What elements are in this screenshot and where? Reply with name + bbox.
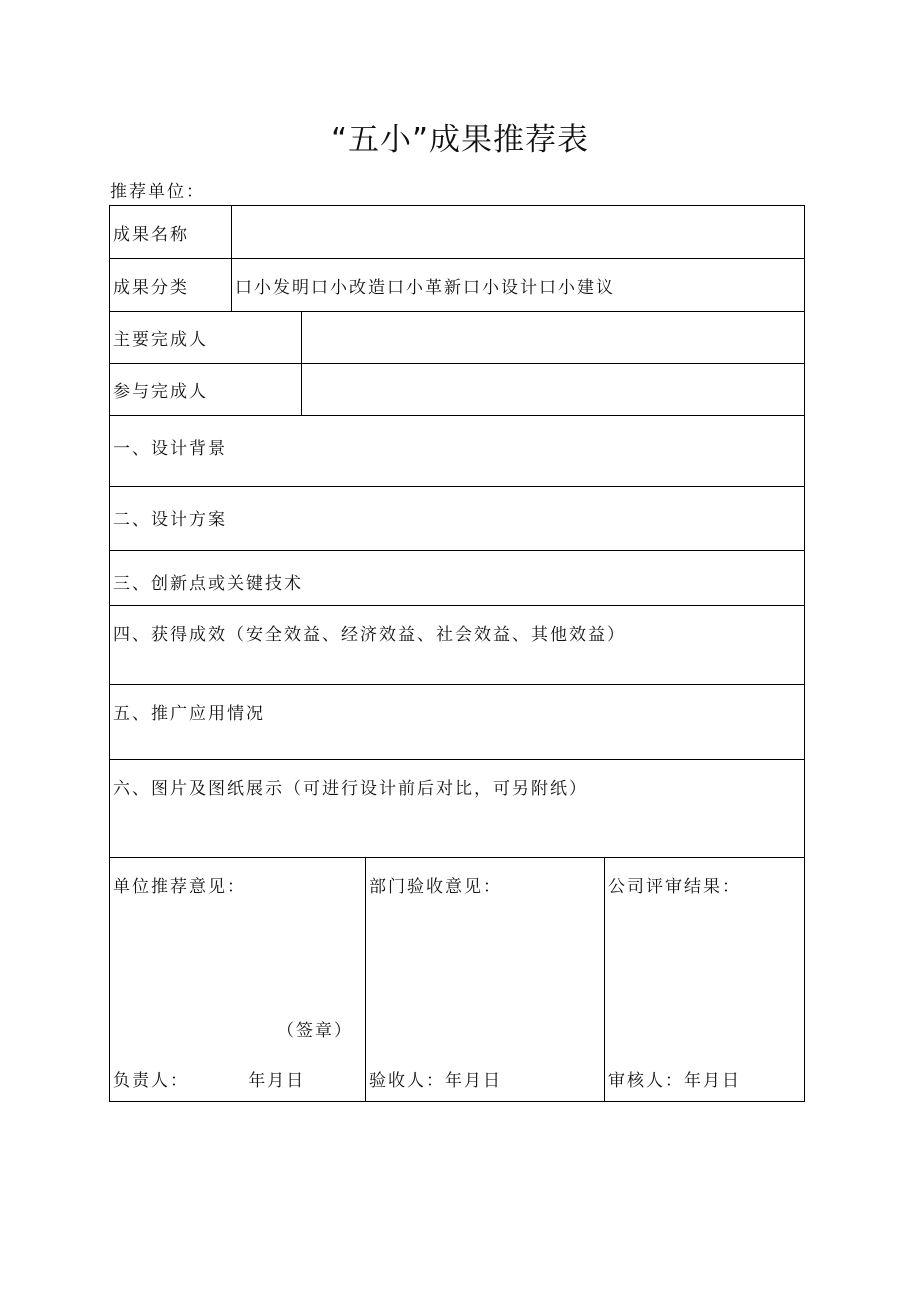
section-row bbox=[110, 606, 804, 685]
category-row bbox=[110, 259, 804, 312]
section-design-background[interactable]: 一、设计背景 bbox=[113, 439, 227, 459]
page-title: “五小”成果推荐表 bbox=[330, 122, 590, 158]
section-results[interactable]: 四、获得成效（安全效益、经济效益、社会效益、其他效益） bbox=[113, 625, 626, 645]
company-review-title: 公司评审结果： bbox=[608, 877, 741, 897]
achievement-name-label: 成果名称 bbox=[113, 224, 189, 245]
main-person-field[interactable] bbox=[301, 312, 804, 363]
dept-opinion-cell[interactable] bbox=[365, 858, 604, 1101]
achievement-name-field[interactable] bbox=[231, 206, 804, 258]
section-design-plan[interactable]: 二、设计方案 bbox=[113, 510, 227, 530]
section-promotion[interactable]: 五、推广应用情况 bbox=[113, 704, 265, 724]
unit-opinion-title: 单位推荐意见： bbox=[113, 877, 246, 897]
main-person-row bbox=[110, 312, 804, 364]
recommendation-form bbox=[109, 205, 805, 1102]
main-person-label: 主要完成人 bbox=[113, 330, 208, 350]
participant-label: 参与完成人 bbox=[113, 382, 208, 402]
dept-acceptor-label: 验收人：年月日 bbox=[369, 1071, 502, 1091]
participant-field[interactable] bbox=[301, 364, 804, 415]
category-label: 成果分类 bbox=[113, 277, 189, 298]
company-reviewer-label: 审核人：年月日 bbox=[608, 1071, 741, 1091]
unit-opinion-cell[interactable] bbox=[110, 858, 365, 1101]
unit-responsible-label: 负责人： 年月日 bbox=[113, 1071, 306, 1091]
achievement-name-row bbox=[110, 206, 804, 259]
section-row bbox=[110, 487, 804, 551]
section-row bbox=[110, 760, 804, 858]
unit-stamp-label: （签章） bbox=[277, 1021, 353, 1041]
section-row bbox=[110, 416, 804, 487]
category-options[interactable]: 口小发明口小改造口小革新口小设计口小建议 bbox=[231, 259, 804, 311]
section-row bbox=[110, 551, 804, 606]
recommending-unit-label: 推荐单位： bbox=[110, 182, 205, 202]
section-pictures[interactable]: 六、图片及图纸展示（可进行设计前后对比，可另附纸） bbox=[113, 779, 588, 799]
participant-row bbox=[110, 364, 804, 416]
section-innovation[interactable]: 三、创新点或关键技术 bbox=[113, 574, 303, 594]
dept-opinion-title: 部门验收意见： bbox=[369, 877, 502, 897]
signature-row bbox=[110, 858, 804, 1101]
company-review-cell[interactable] bbox=[604, 858, 804, 1101]
section-row bbox=[110, 685, 804, 760]
